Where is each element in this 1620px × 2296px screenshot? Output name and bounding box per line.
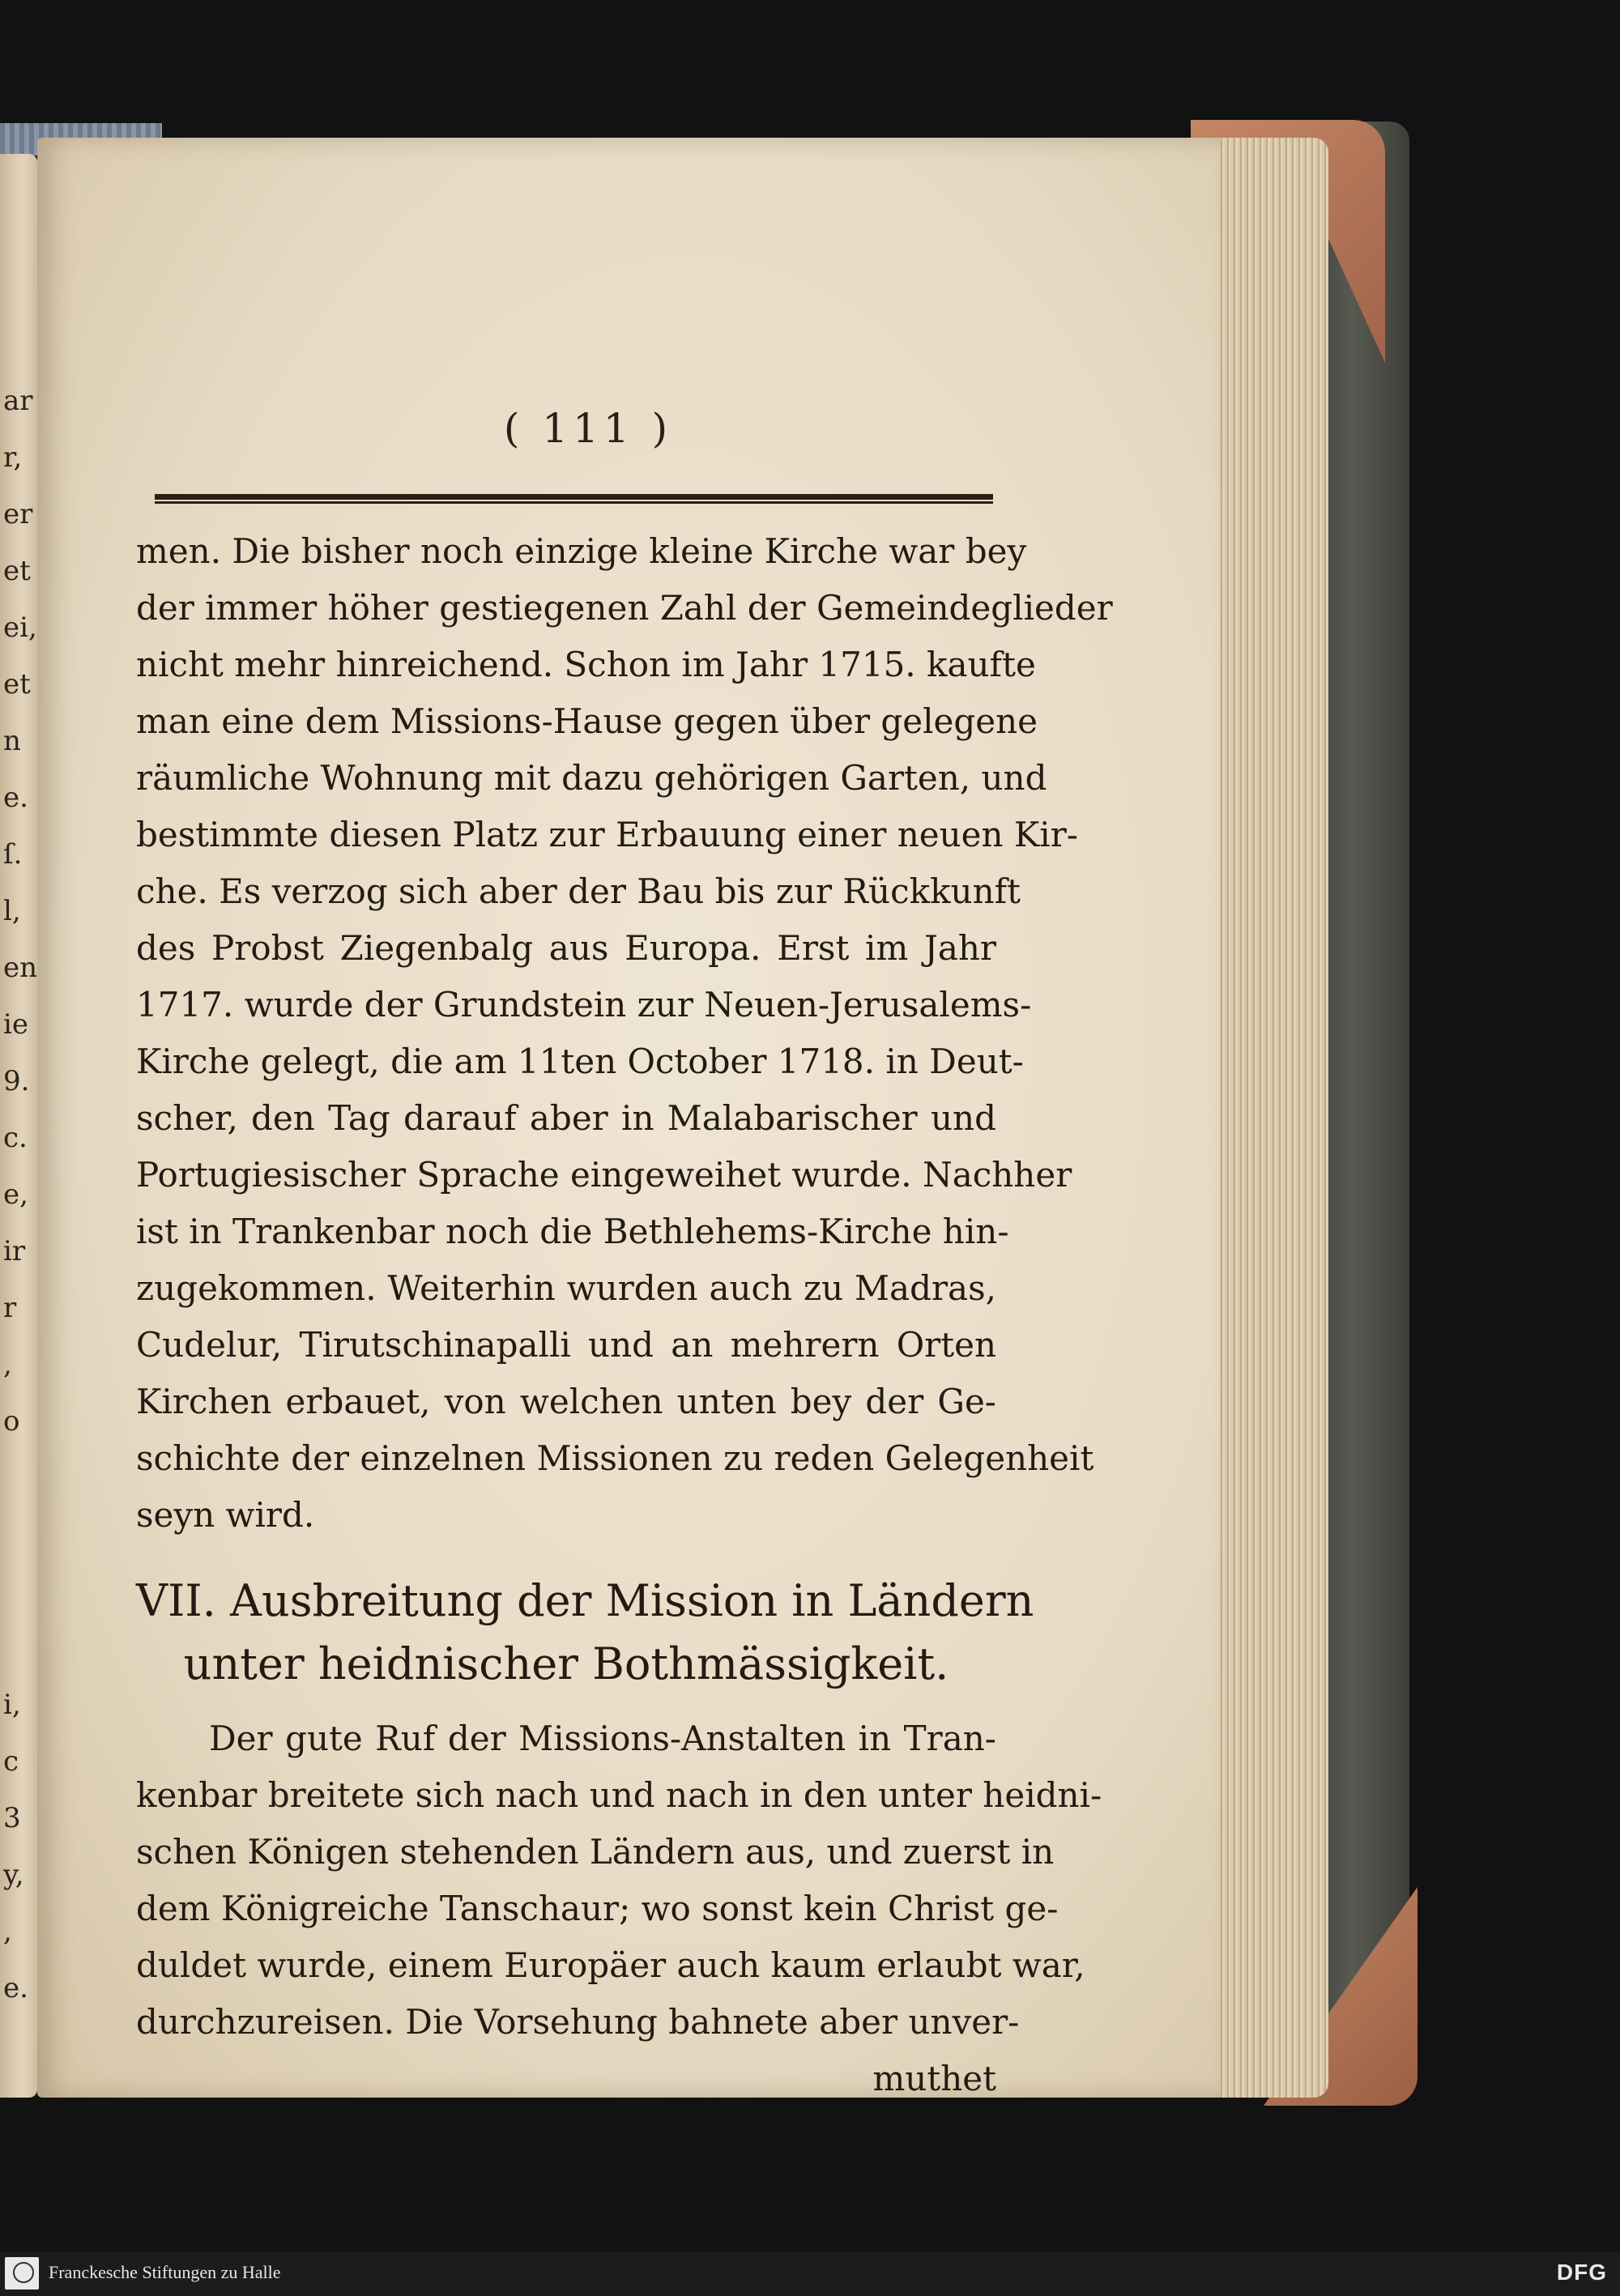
body-line: Kirche gelegt, die am 11ten October 1718. in Deut- (136, 1042, 1024, 1081)
section-line: dem Königreiche Tanschaur; wo sonst kein Christ ge- (136, 1889, 1059, 1928)
section-line: schen Königen stehenden Ländern aus, und zuerst in (136, 1832, 1055, 1872)
section-line: Der gute Ruf der Missions-Anstalten in Tran- (209, 1719, 996, 1758)
section-heading-line: unter heidnischer Bothmässigkeit. (183, 1638, 949, 1689)
body-line: Kirchen erbauet, von welchen unten bey der Ge- (136, 1382, 996, 1421)
prev-page-fragment: , (3, 1348, 12, 1381)
body-line: nicht mehr hinreichend. Schon im Jahr 1715. kaufte (136, 645, 1036, 684)
body-line: man eine dem Missions-Hause gegen über gelegene (136, 701, 1038, 741)
prev-page-fragment: r, (3, 441, 23, 474)
section-line: kenbar breitete sich nach und nach in den unter heidni- (136, 1775, 1102, 1815)
body-line: der immer höher gestiegenen Zahl der Gemeindeglieder (136, 588, 1113, 628)
body-line: Portugiesischer Sprache eingeweihet wurde. Nachher (136, 1155, 1072, 1195)
prev-page-fragment: , (3, 1915, 12, 1948)
prev-page-fragment: 3 (3, 1802, 21, 1834)
body-line: zugekommen. Weiterhin wurden auch zu Madras, (136, 1268, 996, 1308)
dfg-logo: DFG (1556, 2260, 1607, 2285)
section-line: duldet wurde, einem Europäer auch kaum erlaubt war, (136, 1945, 1085, 1985)
body-line: che. Es verzog sich aber der Bau bis zur Rückkunft (136, 871, 1021, 911)
body-line: ist in Trankenbar noch die Bethlehems-Kirche hin- (136, 1212, 1009, 1251)
body-line: des Probst Ziegenbalg aus Europa. Erst im Jahr (136, 928, 996, 968)
prev-page-fragment: e. (3, 1972, 28, 2004)
prev-page-fragment: et (3, 555, 31, 587)
prev-page-fragment: o (3, 1405, 20, 1438)
section-heading (136, 1570, 1034, 1696)
body-line: räumliche Wohnung mit dazu gehörigen Garten, und (136, 758, 1047, 798)
prev-page-fragment: y, (3, 1859, 24, 1891)
prev-page-fragment: n (3, 725, 21, 757)
prev-page-fragment: er (3, 498, 33, 530)
prev-page-fragment: en (3, 952, 38, 984)
body-line: schichte der einzelnen Missionen zu reden Gelegenheit (136, 1438, 1094, 1478)
body-line: 1717. wurde der Grundstein zur Neuen-Jerusalems- (136, 985, 1032, 1024)
institution-name: Franckesche Stiftungen zu Halle (49, 2262, 281, 2282)
prev-page-fragment: e. (3, 782, 28, 814)
prev-page-fragment: c (3, 1745, 19, 1778)
prev-page-fragment: ie (3, 1008, 28, 1041)
header-rule (155, 494, 993, 504)
prev-page-fragment: ei, (3, 611, 37, 644)
prev-page-fragment: 9. (3, 1065, 30, 1097)
prev-page-fragment: e, (3, 1178, 28, 1211)
prev-page-fragment: ar (3, 385, 33, 417)
body-line: Cudelur, Tirutschinapalli und an mehrern Orten (136, 1325, 996, 1365)
body-line: men. Die bisher noch einzige kleine Kirche war bey (136, 531, 1027, 571)
section-line: durchzureisen. Die Vorsehung bahnete aber unver- (136, 2002, 1020, 2042)
section-heading-line: VII. Ausbreitung der Mission in Ländern (136, 1575, 1034, 1626)
prev-page-fragment: c. (3, 1122, 28, 1154)
francke-foundation-logo-icon (5, 2257, 39, 2290)
page-text-block (136, 523, 1113, 2107)
catchword: muthet (872, 2059, 996, 2098)
prev-page-fragment: r (3, 1292, 17, 1324)
prev-page-fragment: et (3, 668, 31, 701)
prev-page-fragment: ſ. (3, 838, 23, 871)
body-line: seyn wird. (136, 1495, 315, 1535)
book-page (37, 138, 1220, 2098)
prev-page-fragment: l, (3, 895, 21, 927)
body-line: bestimmte diesen Platz zur Erbauung einer neuen Kir- (136, 815, 1078, 854)
prev-page-fragment: ir (3, 1235, 26, 1267)
page-number: ( 111 ) (503, 405, 673, 452)
prev-page-fragment: i, (3, 1689, 21, 1721)
previous-page-edge (0, 154, 37, 2098)
body-line: scher, den Tag darauf aber in Malabarischer und (136, 1098, 996, 1138)
